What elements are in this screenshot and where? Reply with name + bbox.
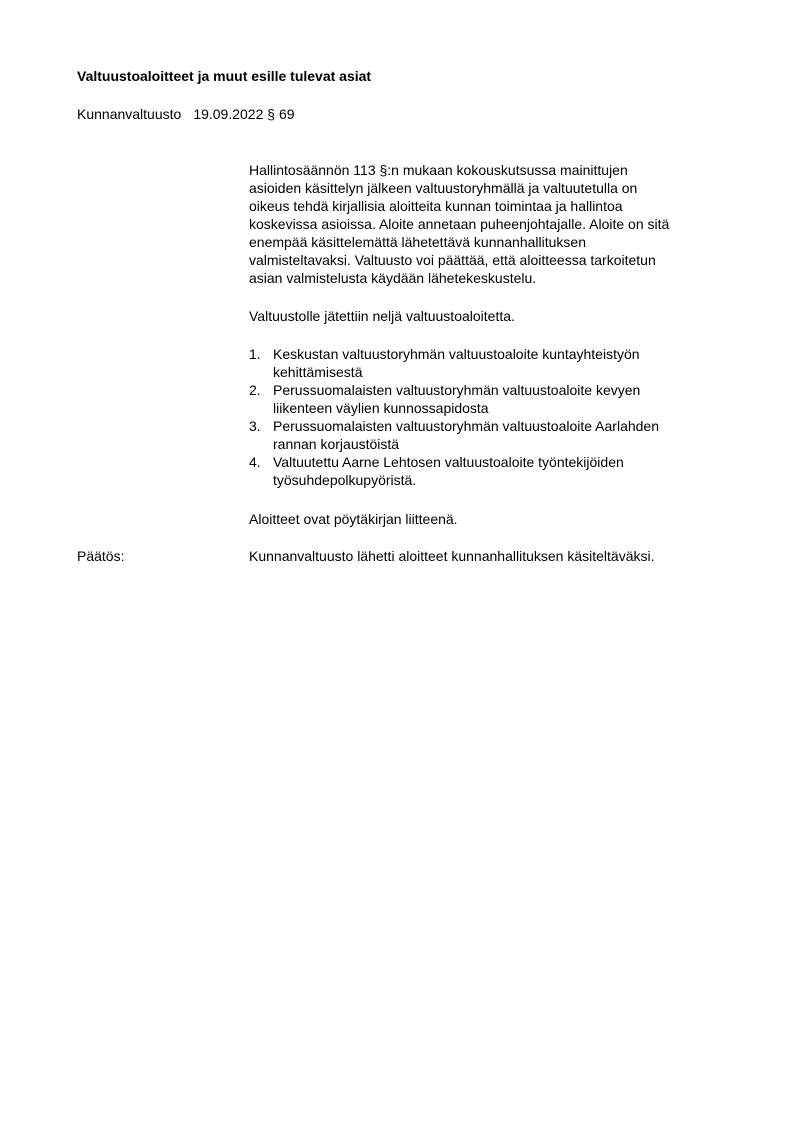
list-item	[249, 345, 749, 381]
list-item-line: liikenteen väylien kunnossapidosta	[273, 400, 489, 416]
intro-line: oikeus tehdä kirjallisia aloitteita kunnan toimintaa ja hallintoa	[249, 198, 623, 214]
meeting-body: Kunnanvaltuusto	[77, 106, 182, 122]
list-item-line: Valtuutettu Aarne Lehtosen valtuustoaloite työntekijöiden	[273, 454, 624, 470]
list-item-line: työsuhdepolkupyöristä.	[273, 472, 417, 488]
list-item-line: Keskustan valtuustoryhmän valtuustoaloite kuntayhteistyön	[273, 346, 640, 362]
list-item	[249, 417, 749, 453]
decision-label: Päätös:	[77, 548, 125, 564]
intro-line: enempää käsittelemättä lähetettävä kunnanhallituksen	[249, 234, 586, 250]
initiatives-list	[249, 345, 749, 489]
list-item	[249, 381, 749, 417]
meeting-date-section: 19.09.2022 § 69	[193, 106, 295, 122]
intro-paragraph	[249, 161, 749, 287]
intro-line: Hallintosäännön 113 §:n mukaan kokouskutsussa mainittujen	[249, 162, 628, 178]
list-item-number: 3.	[249, 418, 261, 434]
list-item	[249, 453, 749, 489]
intro-line: valmisteltavaksi. Valtuusto voi päättää, että aloitteessa tarkoitetun	[249, 252, 656, 268]
intro-line: koskevissa asioissa. Aloite annetaan puheenjohtajalle. Aloite on sitä	[249, 216, 670, 232]
list-item-line: rannan korjaustöistä	[273, 436, 400, 452]
submitted-paragraph: Valtuustolle jätettiin neljä valtuustoaloitetta.	[249, 308, 515, 324]
list-item-number: 1.	[249, 346, 261, 362]
decision-text: Kunnanvaltuusto lähetti aloitteet kunnanhallituksen käsiteltäväksi.	[249, 548, 655, 564]
list-item-number: 4.	[249, 454, 261, 470]
meeting-info	[77, 106, 295, 122]
list-item-line: Perussuomalaisten valtuustoryhmän valtuustoaloite Aarlahden	[273, 418, 660, 434]
list-item-line: kehittämisestä	[273, 364, 363, 380]
attachments-paragraph: Aloitteet ovat pöytäkirjan liitteenä.	[249, 511, 458, 527]
intro-line: asian valmistelusta käydään lähetekeskustelu.	[249, 270, 537, 286]
list-item-line: Perussuomalaisten valtuustoryhmän valtuustoaloite kevyen	[273, 382, 641, 398]
page-title: Valtuustoaloitteet ja muut esille tulevat asiat	[77, 68, 372, 84]
list-item-number: 2.	[249, 382, 261, 398]
intro-line: asioiden käsittelyn jälkeen valtuustoryhmällä ja valtuutetulla on	[249, 180, 638, 196]
